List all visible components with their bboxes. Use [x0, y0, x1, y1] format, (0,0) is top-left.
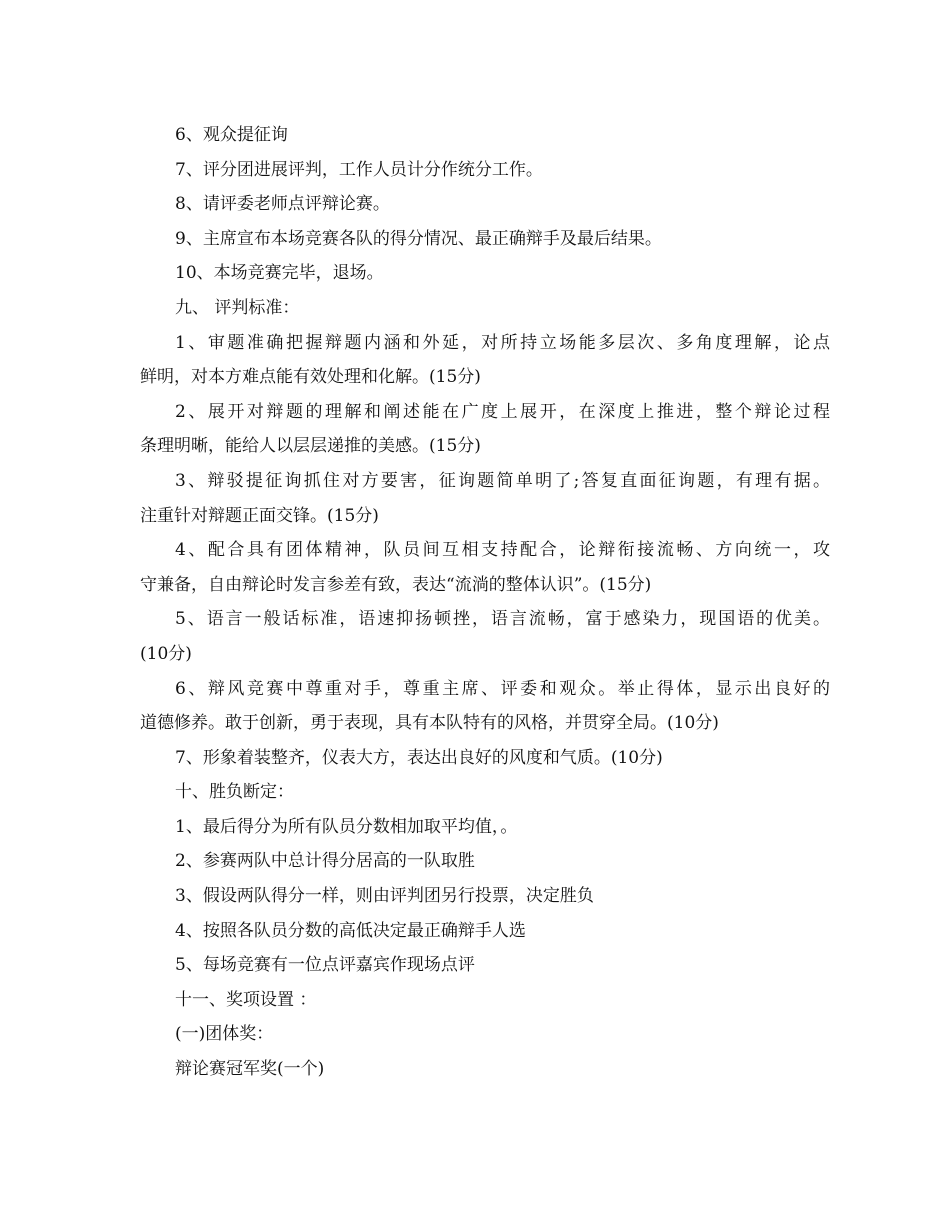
text-line: 2、展开对辩题的理解和阐述能在广度上展开，在深度上推进，整个辩论过程	[175, 401, 830, 422]
text-line: 10、本场竞赛完毕，退场。	[175, 263, 384, 284]
text-line: 十一、奖项设置 ：	[175, 989, 317, 1010]
text-line: 5、每场竞赛有一位点评嘉宾作现场点评	[175, 955, 475, 976]
text-line: 7、评分团进展评判，工作人员计分作统分工作。	[175, 159, 543, 180]
text-line: 8、请评委老师点评辩论赛。	[175, 194, 390, 215]
text-line: 九、 评判标准：	[175, 297, 300, 318]
text-line: 辩论赛冠军奖(一个)	[175, 1059, 325, 1080]
text-line: 十、胜负断定：	[175, 782, 294, 803]
text-line: 1、审题准确把握辩题内涵和外延，对所持立场能多层次、多角度理解，论点	[175, 332, 830, 353]
text-line: 道德修养。敢于创新，勇于表现，具有本队特有的风格，并贯穿全局。(10分)	[140, 713, 719, 734]
text-line: 守兼备，自由辩论时发言参差有致，表达“流淌的整体认识”。(15分)	[140, 574, 652, 595]
document-body	[140, 118, 830, 1087]
text-line: 4、按照各队员分数的高低决定最正确辩手人选	[175, 920, 526, 941]
text-line: 6、观众提征询	[175, 125, 288, 145]
text-line: 条理明晰，能给人以层层递推的美感。(15分)	[140, 436, 481, 457]
text-line: 3、辩驳提征询抓住对方要害，征询题简单明了;答复直面征询题，有理有据。	[175, 470, 830, 491]
text-line: 2、参赛两队中总计得分居高的一队取胜	[175, 851, 475, 872]
text-line: 鲜明，对本方难点能有效处理和化解。(15分)	[140, 367, 481, 388]
text-line: (10分)	[140, 643, 192, 664]
text-line: 6、辩风竞赛中尊重对手，尊重主席、评委和观众。举止得体，显示出良好的	[175, 678, 830, 699]
text-line: 1、最后得分为所有队员分数相加取平均值，。	[175, 816, 518, 837]
text-line: 注重针对辩题正面交锋。(15分)	[140, 505, 379, 526]
text-line: 7、形象着装整齐，仪表大方，表达出良好的风度和气质。(10分)	[175, 747, 663, 768]
text-line: 4、配合具有团体精神，队员间互相支持配合，论辩衔接流畅、方向统一，攻	[175, 540, 830, 561]
text-line: (一)团体奖：	[175, 1024, 274, 1045]
text-line: 3、假设两队得分一样，则由评判团另行投票，决定胜负	[175, 886, 594, 907]
text-line: 5、语言一般话标准，语速抑扬顿挫，语言流畅，富于感染力，现国语的优美。	[175, 609, 830, 630]
text-line: 9、主席宣布本场竞赛各队的得分情况、最正确辩手及最后结果。	[175, 228, 662, 249]
